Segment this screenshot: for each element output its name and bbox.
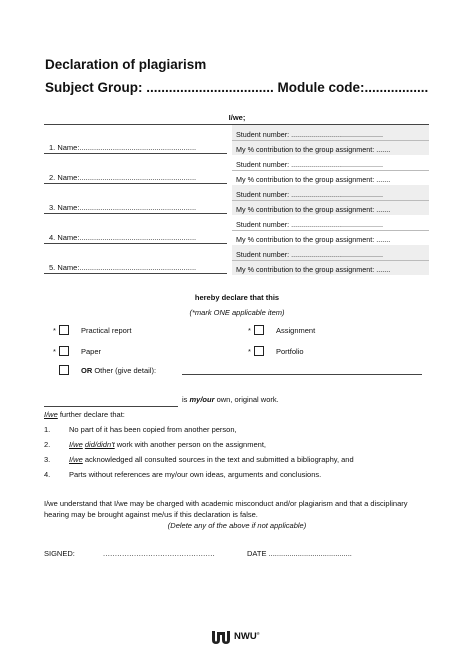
- item-emph: I/we: [69, 440, 83, 449]
- further-text: further declare that:: [57, 410, 125, 419]
- further-emph: I/we: [44, 410, 58, 419]
- option-portfolio[interactable]: [248, 346, 304, 356]
- work-prefix: is: [182, 395, 190, 404]
- required-star: *: [53, 325, 56, 335]
- checkbox[interactable]: [254, 325, 264, 335]
- option-label: Paper: [81, 346, 102, 356]
- student-number-field[interactable]: Student number: ..............................................: [236, 190, 383, 199]
- item-post: work with another person on the assignment,: [114, 440, 266, 449]
- declare-heading: hereby declare that this: [194, 293, 280, 302]
- other-label: Other (give detail):: [92, 365, 157, 375]
- separator-line: [44, 406, 178, 407]
- contribution-field[interactable]: My % contribution to the group assignment: .......: [236, 175, 391, 184]
- name-underline: [44, 273, 227, 274]
- item-emph2: did/didn't: [84, 440, 115, 449]
- option-paper[interactable]: [53, 346, 101, 356]
- item-number: 4.: [44, 470, 51, 479]
- required-star: *: [248, 325, 251, 335]
- subject-module-line: Subject Group: .................................. Module code:.................: [45, 80, 429, 95]
- contribution-field[interactable]: My % contribution to the group assignment: .......: [236, 235, 391, 244]
- checkbox[interactable]: [59, 365, 69, 375]
- contribution-field[interactable]: My % contribution to the group assignment: .......: [236, 265, 391, 274]
- contribution-field[interactable]: My % contribution to the group assignment: .......: [236, 205, 391, 214]
- iwe-label: I/we;: [228, 113, 246, 122]
- option-other[interactable]: [59, 365, 156, 375]
- item-emph: I/we: [69, 455, 83, 464]
- row-divider: [232, 140, 429, 141]
- checkbox[interactable]: [254, 346, 264, 356]
- option-label: Portfolio: [276, 346, 304, 356]
- row-divider: [232, 200, 429, 201]
- name-underline: [44, 213, 227, 214]
- item-number: 1.: [44, 425, 51, 434]
- option-practical-report[interactable]: [53, 325, 131, 335]
- student-row: [44, 185, 429, 215]
- signed-label: SIGNED:: [44, 549, 75, 558]
- student-row: [44, 215, 429, 245]
- item-text: [69, 455, 354, 464]
- name-underline: [44, 183, 227, 184]
- name-underline: [44, 153, 227, 154]
- nwu-logo: [211, 629, 260, 645]
- item-text: [69, 440, 266, 449]
- item-text: No part of it has been copied from another person,: [69, 425, 237, 434]
- student-number-field[interactable]: Student number: ..............................................: [236, 160, 383, 169]
- option-assignment[interactable]: [248, 325, 315, 335]
- row-divider: [232, 170, 429, 171]
- item-number: 3.: [44, 455, 51, 464]
- date-field[interactable]: DATE ........................................: [247, 549, 352, 558]
- mark-one-note: (*mark ONE applicable item): [189, 308, 285, 317]
- name-field[interactable]: 3. Name:........................................................: [49, 203, 197, 212]
- work-emph: my/our: [189, 395, 215, 404]
- logo-text: [234, 631, 260, 642]
- name-underline: [44, 243, 227, 244]
- name-field[interactable]: 5. Name:........................................................: [49, 263, 197, 272]
- option-label: Assignment: [276, 325, 316, 335]
- contribution-field[interactable]: My % contribution to the group assignment: .......: [236, 145, 391, 154]
- other-detail-line[interactable]: [182, 374, 422, 375]
- work-suffix: own, original work.: [214, 395, 279, 404]
- student-number-field[interactable]: Student number: ..............................................: [236, 250, 383, 259]
- checkbox[interactable]: [59, 325, 69, 335]
- nwu-emblem-icon: [211, 629, 231, 645]
- name-field[interactable]: 4. Name:........................................................: [49, 233, 197, 242]
- checkbox[interactable]: [59, 346, 69, 356]
- option-label: Practical report: [81, 325, 132, 335]
- row-divider: [232, 260, 429, 261]
- logo-wordmark: NWU: [234, 631, 257, 643]
- item-post: acknowledged all consulted sources in the text and submitted a bibliography, and: [82, 455, 354, 464]
- understand-paragraph: I/we understand that I/we may be charged with academic misconduct and/or plagiarism and that a disciplinary hearing may be brought against me/us if this declaration is false.: [44, 499, 408, 519]
- student-row: [44, 125, 429, 155]
- item-number: 2.: [44, 440, 51, 449]
- student-row: [44, 245, 429, 275]
- or-label: OR: [81, 365, 93, 375]
- item-text: Parts without references are my/our own ideas, arguments and conclusions.: [69, 470, 322, 479]
- row-divider: [232, 230, 429, 231]
- required-star: *: [248, 346, 251, 356]
- page-title: Declaration of plagiarism: [45, 57, 207, 72]
- further-declare: [44, 410, 125, 419]
- name-field[interactable]: 2. Name:........................................................: [49, 173, 197, 182]
- student-row: [44, 155, 429, 185]
- name-field[interactable]: 1. Name:........................................................: [49, 143, 197, 152]
- required-star: *: [53, 346, 56, 356]
- signature-field[interactable]: ...............................................: [103, 549, 216, 558]
- logo-registered: ®: [256, 631, 260, 637]
- work-statement: [182, 395, 279, 404]
- delete-note: (Delete any of the above if not applicable): [167, 521, 307, 530]
- student-number-field[interactable]: Student number: ..............................................: [236, 130, 383, 139]
- student-number-field[interactable]: Student number: ..............................................: [236, 220, 383, 229]
